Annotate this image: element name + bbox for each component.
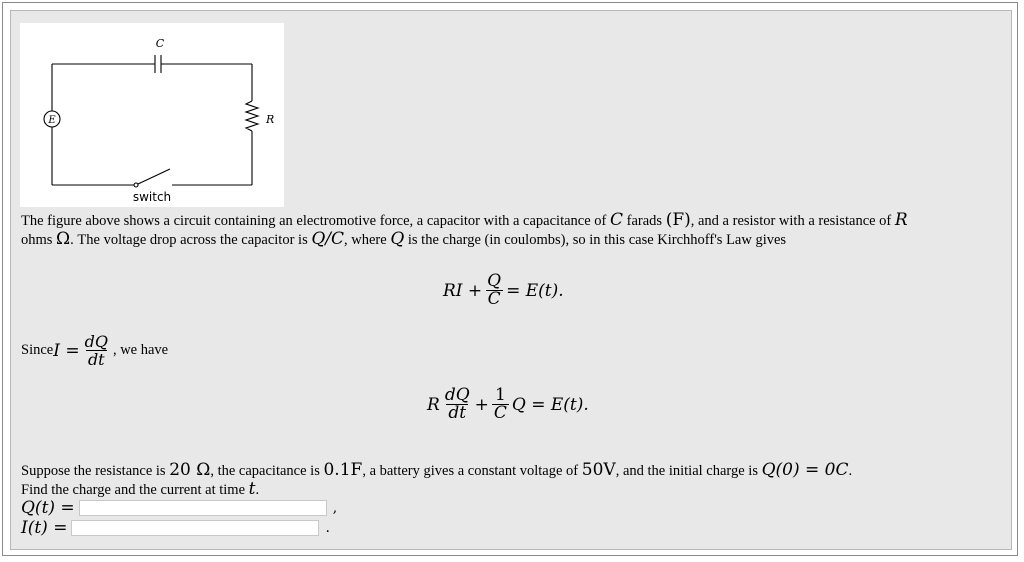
intro-text-7: is the charge (in coulombs), so in this case Kirchhoff's Law gives: [404, 232, 787, 248]
since-line: [21, 333, 168, 368]
suppose-resistance: 20 Ω: [169, 460, 211, 480]
suppose-voltage: 50V: [581, 460, 616, 480]
find-text-1: Find the charge and the current at time: [21, 482, 249, 498]
intro-unit-f: (F): [665, 210, 691, 230]
intro-var-r: R: [894, 210, 908, 230]
suppose-text-3: , a battery gives a constant voltage of: [362, 463, 582, 479]
since-text-2: , we have: [112, 342, 169, 358]
since-denominator: dt: [87, 350, 105, 369]
eq2-r: R: [427, 394, 440, 415]
eq1-denominator: C: [487, 289, 501, 309]
charge-input[interactable]: [79, 500, 327, 516]
circuit-diagram: [20, 23, 284, 207]
switch-arm: [138, 169, 170, 184]
find-text-2: .: [255, 482, 260, 498]
eq2-fraction-1: [443, 387, 472, 422]
intro-unit-ohm: Ω: [56, 229, 71, 249]
intro-text-2: farads: [623, 213, 666, 229]
since-fraction: [83, 333, 110, 368]
eq2-plus: +: [474, 394, 489, 415]
resistor: [246, 101, 258, 131]
current-label: I(t) =: [21, 518, 68, 538]
eq1-lhs: RI +: [443, 280, 483, 301]
charge-punct: ,: [332, 500, 338, 516]
label-switch: switch: [132, 190, 172, 204]
suppose-text-5: .: [848, 463, 853, 479]
switch-pivot: [134, 183, 138, 187]
intro-text-5: . The voltage drop across the capacitor is: [70, 232, 312, 248]
intro-text-1: The figure above shows a circuit containing an electromotive force, a capacitor with a capacitance of: [21, 213, 610, 229]
eq2-fraction-2: [492, 387, 509, 422]
intro-text-4: ohms: [21, 232, 57, 248]
since-numerator: dQ: [84, 332, 108, 351]
kirchhoff-equation: [443, 273, 564, 308]
suppose-capacitance: 0.1F: [323, 460, 363, 480]
charge-label: Q(t) =: [21, 498, 75, 518]
since-text-1: Since: [21, 342, 54, 358]
eq1-numerator: Q: [487, 271, 502, 291]
label-r: R: [266, 113, 275, 126]
eq2-denominator-1: dt: [448, 403, 467, 423]
suppose-text-4: , and the initial charge is: [615, 463, 762, 479]
label-e: E: [48, 115, 56, 126]
problem-panel: [10, 10, 1012, 550]
label-c: C: [155, 37, 165, 50]
eq1-fraction: [485, 273, 503, 308]
charge-answer-row: [21, 498, 337, 518]
eq2-rhs: Q = E(t).: [511, 394, 589, 415]
intro-var-qc: Q/C: [311, 229, 345, 249]
eq2-denominator-2: C: [493, 403, 507, 423]
intro-var-c: C: [610, 210, 624, 230]
current-punct: .: [325, 520, 330, 536]
intro-text-3: , and a resistor with a resistance of: [690, 213, 895, 229]
suppose-text-2: , the capacitance is: [210, 463, 324, 479]
current-answer-row: [21, 518, 330, 538]
intro-var-q: Q: [390, 229, 405, 249]
differential-equation: [427, 387, 589, 422]
eq2-numerator-1: dQ: [444, 385, 470, 405]
eq2-numerator-2: 1: [494, 385, 506, 405]
intro-text-6: , where: [344, 232, 391, 248]
suppose-text-1: Suppose the resistance is: [21, 463, 170, 479]
eq1-rhs: = E(t).: [506, 280, 564, 301]
since-lhs: I =: [53, 340, 80, 361]
suppose-paragraph: [21, 461, 996, 499]
circuit-figure: [20, 23, 284, 207]
problem-frame: [2, 2, 1018, 556]
suppose-initial-charge: Q(0) = 0C: [761, 460, 849, 480]
find-var-t: t: [248, 479, 256, 499]
intro-paragraph: [21, 211, 996, 249]
current-input[interactable]: [71, 520, 319, 536]
